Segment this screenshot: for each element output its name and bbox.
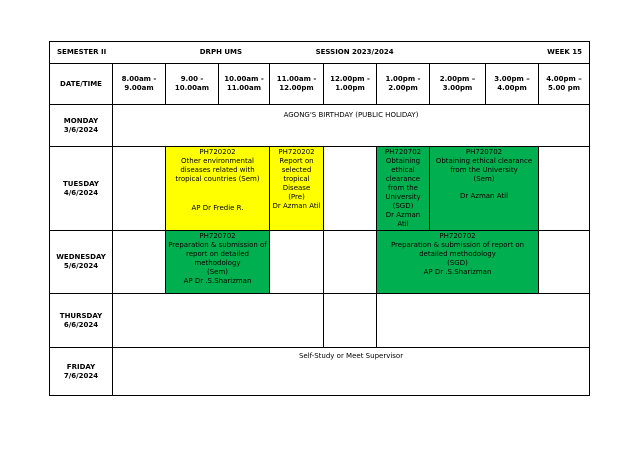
time-header-row xyxy=(50,64,590,105)
day-cell-wednesday xyxy=(50,231,113,294)
day-cell-friday xyxy=(50,348,113,396)
time-slot: 4.00pm – 5.00 pm xyxy=(539,64,590,105)
lecturer: Dr Azman Atil xyxy=(385,211,421,228)
session-mode: (Pre) xyxy=(288,193,305,201)
course-code: PH720702 xyxy=(384,148,422,156)
wednesday-row xyxy=(50,231,590,294)
timetable xyxy=(49,41,590,396)
date-time-header: DATE/TIME xyxy=(50,64,113,105)
session-block xyxy=(377,147,430,231)
course-code: PH720202 xyxy=(278,148,315,156)
session-mode: (Sem) xyxy=(473,175,495,183)
session-block xyxy=(270,147,324,231)
empty-slot xyxy=(539,231,590,294)
holiday-note: AGONG'S BIRTHDAY (PUBLIC HOLIDAY) xyxy=(113,105,590,147)
empty-slot xyxy=(539,147,590,231)
empty-slot xyxy=(324,294,377,348)
course-code: PH720202 xyxy=(199,148,236,156)
lecturer: AP Dr .S.Sharizman xyxy=(183,277,252,285)
day-name: MONDAY xyxy=(63,116,99,125)
day-cell-tuesday xyxy=(50,147,113,231)
session-label: SESSION 2023/2024 xyxy=(315,48,394,56)
day-date: 3/6/2024 xyxy=(63,125,99,134)
session-block xyxy=(166,231,270,294)
day-name: TUESDAY xyxy=(63,179,99,188)
day-name: WEDNESDAY xyxy=(56,253,106,261)
day-name: THURSDAY xyxy=(59,311,103,320)
session-block xyxy=(166,147,270,231)
empty-slot xyxy=(270,231,324,294)
lecturer: AP Dr Fredie R. xyxy=(191,204,244,212)
thursday-row xyxy=(50,294,590,348)
session-title: Preparation & submission of report on detailed methodology xyxy=(168,241,267,267)
empty-slot xyxy=(324,147,377,231)
friday-row xyxy=(50,348,590,396)
day-date: 5/6/2024 xyxy=(63,262,99,270)
lecturer: Dr Azman Atil xyxy=(459,192,509,200)
session-block xyxy=(430,147,539,231)
semester-label: SEMESTER II xyxy=(57,48,107,56)
session-title: Obtaining ethical clearance from the University xyxy=(435,157,533,174)
time-slot: 12.00pm - 1.00pm xyxy=(324,64,377,105)
time-slot: 1.00pm - 2.00pm xyxy=(377,64,430,105)
day-date: 6/6/2024 xyxy=(63,320,99,329)
week-label: WEEK 15 xyxy=(547,48,582,56)
session-title: Obtaining ethical clearance from the University xyxy=(385,157,421,201)
time-slot: 3.00pm – 4.00pm xyxy=(486,64,539,105)
lecturer: Dr Azman Atil xyxy=(272,202,321,210)
tuesday-row xyxy=(50,147,590,231)
day-cell-thursday xyxy=(50,294,113,348)
day-date: 7/6/2024 xyxy=(63,371,99,380)
session-mode: (SGD) xyxy=(392,202,414,210)
empty-slot xyxy=(113,231,166,294)
course-code: PH720702 xyxy=(199,232,236,240)
program-label: DRPH UMS xyxy=(199,48,243,56)
empty-slot xyxy=(113,147,166,231)
time-slot: 2.00pm – 3.00pm xyxy=(430,64,486,105)
monday-row xyxy=(50,105,590,147)
time-slot: 9.00 - 10.00am xyxy=(166,64,219,105)
empty-slot xyxy=(377,294,590,348)
empty-slot xyxy=(113,294,324,348)
day-name: FRIDAY xyxy=(66,362,96,371)
time-slot: 8.00am - 9.00am xyxy=(113,64,166,105)
empty-slot xyxy=(324,231,377,294)
session-title: Report on selected tropical Disease xyxy=(279,157,314,192)
time-slot: 10.00am - 11.00am xyxy=(219,64,270,105)
course-code: PH720702 xyxy=(439,232,476,240)
lecturer: AP Dr .S.Sharizman xyxy=(423,268,492,276)
session-title: Preparation & submission of report on detailed methodology xyxy=(390,241,525,258)
header-cell xyxy=(50,42,590,64)
header-row xyxy=(50,42,590,64)
session-mode: (SGD) xyxy=(447,259,468,267)
time-slot: 11.00am - 12.00pm xyxy=(270,64,324,105)
day-date: 4/6/2024 xyxy=(63,188,99,197)
session-block xyxy=(377,231,539,294)
session-title: Other environmental diseases related with tropical countries (Sem) xyxy=(175,157,260,183)
self-study-note: Self-Study or Meet Supervisor xyxy=(113,348,590,396)
session-mode: (Sem) xyxy=(206,268,229,276)
day-cell-monday xyxy=(50,105,113,147)
course-code: PH720702 xyxy=(465,148,503,156)
